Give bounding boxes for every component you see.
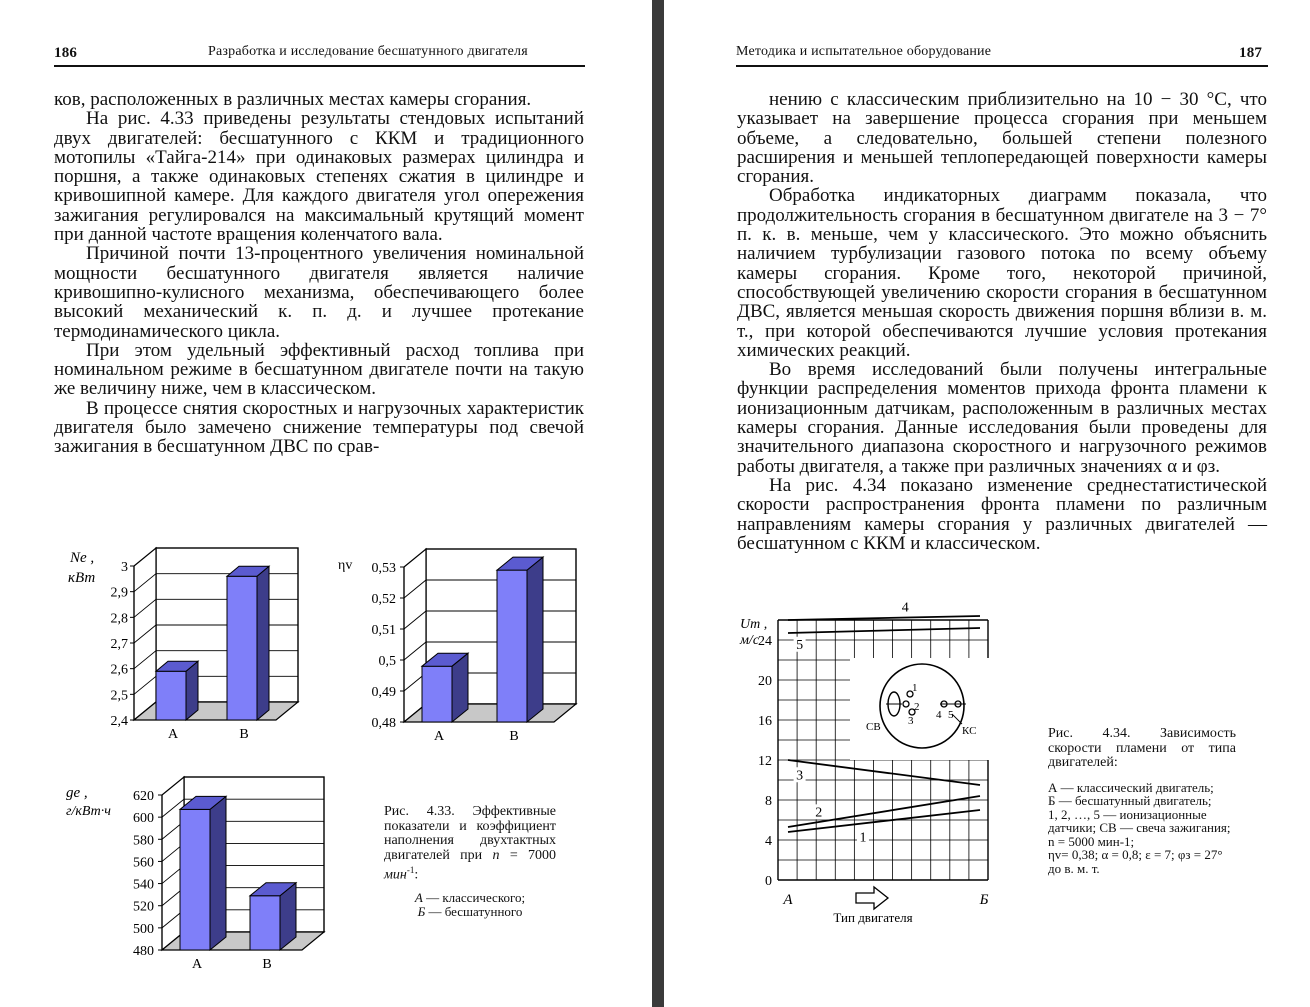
right-running-title: Методика и испытательное оборудование <box>736 44 992 59</box>
arrow-right-icon <box>856 887 888 909</box>
y-tick-label: 0,53 <box>371 561 396 576</box>
chart-flame-speed <box>734 600 1034 927</box>
x-tick-label: A <box>191 957 203 972</box>
y-tick-label: 2,4 <box>110 714 128 729</box>
y-tick-label: 600 <box>133 811 154 827</box>
left-body-text <box>54 90 584 457</box>
chart-fuel-consumption <box>60 775 330 975</box>
series-line-5 <box>788 628 980 633</box>
y-axis-symbol: Um , <box>740 617 768 632</box>
right-body-text <box>737 90 1267 553</box>
inset-background <box>850 658 994 760</box>
spark-plug-label: СВ <box>866 721 881 733</box>
series-label-2: 2 <box>815 805 823 821</box>
y-tick-label: 16 <box>758 714 772 729</box>
x-tick-label: Б <box>979 892 989 908</box>
x-tick-label: A <box>167 727 179 742</box>
bar-front-A <box>156 671 186 720</box>
book-gutter <box>652 0 664 1007</box>
x-axis-label: Тип двигателя <box>833 910 913 925</box>
left-paragraph-3: Причиной почти 13-процентного увеличения номинальной мощности бесшатунного двигателя является наличие кривошипно-кулисного механизма, обеспечивающего более высокий механический к. п. д. и лучшее протекание термодинамического цикла. <box>54 243 584 342</box>
y-tick-label: 2,8 <box>110 611 128 627</box>
sensor-label-3: 3 <box>908 715 914 727</box>
bar-front-B <box>250 896 280 950</box>
caption-4-34-title: Рис. 4.34. Зависимость скорости пламени от типа двигателей: <box>1048 726 1236 770</box>
legend-b-text: — бесшатунного <box>428 903 523 919</box>
right-paragraph-2: Обработка индикаторных диаграмм показала, что продолжительность сгорания в бесшатунном двигателе на 3 − 7° п. к. в. меньше, чем у классического. Это можно объяснить наличием турбулизации газового потока по всему объему камеры сгорания. Кроме того, некоторой причиной, способствующей увеличению скорости сгорания в бесшатунном ДВС, является меньшая скорость движения поршня вблизи в. м. т., при которой обеспечиваются лучшие условия протекания химических реакций. <box>737 185 1267 361</box>
crank-chamber-label: КС <box>962 725 977 737</box>
y-tick-label: 520 <box>133 899 154 915</box>
left-paragraph-2: На рис. 4.33 приведены результаты стендовых испытаний двух двигателей: бесшатунного с ККМ и традиционного мотопилы «Тайга-214» при одинаковых размерах цилиндра и поршня, а также одинаковых степенях сжатия в цилиндре и кривошипной камере. Для каждого двигателя угол опережения зажигания регулировался на максимальный крутящий момент при данной частоте вращения коленчатого вала. <box>54 108 584 246</box>
right-head-rule <box>736 65 1268 67</box>
y-tick-label: 8 <box>765 794 772 809</box>
bar-front-B <box>497 570 527 722</box>
caption-4-33-n-exp: -1 <box>406 865 415 875</box>
caption-4-34-line-4: ηv= 0,38; α = 0,8; ε = 7; φз = 27° до в. м. т. <box>1048 847 1223 876</box>
left-paragraph-4: При этом удельный эффективный расход топлива при номинальном режиме в бесшатунном двигателе почти на такую же величину ниже, чем в классическом. <box>54 339 584 400</box>
y-tick-label: 0 <box>765 874 772 889</box>
y-tick-label: 2,9 <box>110 585 128 601</box>
series-label-4: 4 <box>901 600 909 616</box>
legend-b-letter: Б <box>417 903 426 919</box>
caption-4-34-legend <box>1048 781 1236 876</box>
y-tick-label: 560 <box>133 855 154 871</box>
y-tick-label: 3 <box>121 560 128 575</box>
x-tick-label: B <box>262 957 272 972</box>
right-paragraph-4: На рис. 4.34 показано изменение среднестатистической скорости распространения фронта пламени по различным направлениям камеры сгорания у различных двигателей — бесшатунном с ККМ и классическом. <box>737 474 1267 554</box>
caption-4-34-line-3: 1, 2, …, 5 — ионизационные датчики; СВ — свеча зажигания; n = 5000 мин-1; <box>1048 806 1231 849</box>
y-tick-label: 540 <box>133 877 154 893</box>
bar-side-A <box>210 796 226 950</box>
figure-4-33-caption <box>384 805 556 918</box>
y-tick-label: 620 <box>133 789 154 804</box>
y-tick-label: 0,51 <box>371 623 396 638</box>
y-tick-label: 2,5 <box>110 688 128 704</box>
ionization-sensor-2 <box>903 701 909 707</box>
sensor-label-1: 1 <box>912 682 918 694</box>
x-tick-label: B <box>239 727 249 742</box>
series-label-3: 3 <box>796 768 804 784</box>
y-tick-label: 2,7 <box>110 637 128 652</box>
y-tick-label: 2,6 <box>110 662 128 678</box>
caption-4-34-line-1: А — классический двигатель; <box>1048 779 1214 795</box>
series-label-1: 1 <box>859 830 867 846</box>
y-axis-unit: г/кВт·ч <box>66 804 111 819</box>
sensor-label-2: 2 <box>914 701 920 713</box>
bar-side-B <box>257 566 269 720</box>
bar-front-A <box>422 666 452 722</box>
caption-4-33-title: Рис. 4.33. Эффективные показатели и коэффициент наполнения двухтактных двигателей при <box>384 804 556 863</box>
y-tick-label: 480 <box>133 944 154 959</box>
y-axis-symbol: Ne , <box>70 550 95 566</box>
y-axis-unit: м/с <box>740 633 760 648</box>
caption-4-33-legend-a <box>384 891 556 905</box>
caption-4-33-legend <box>384 891 556 918</box>
bar-side-B <box>527 557 543 722</box>
left-page <box>0 0 652 1007</box>
caption-4-33-n-symbol: n <box>492 847 500 863</box>
chart-power-ne <box>60 540 310 745</box>
left-page-number: 186 <box>54 45 78 61</box>
right-page-number: 187 <box>1239 45 1263 61</box>
left-paragraph-5: В процессе снятия скоростных и нагрузочных характеристик двигателя было замечено снижение температуры под свечой зажигания в бесшатунном ДВС по срав- <box>54 397 584 458</box>
y-tick-label: 4 <box>765 834 772 849</box>
y-tick-label: 0,49 <box>371 685 396 700</box>
caption-4-33-n-unit: мин <box>384 867 407 883</box>
left-paragraph-1: ков, расположенных в различных местах камеры сгорания. <box>54 89 532 110</box>
right-page <box>664 0 1310 1007</box>
y-axis-symbol: ge , <box>66 785 88 801</box>
caption-4-33-n-value: = 7000 <box>509 847 557 863</box>
bar-front-B <box>227 576 257 720</box>
caption-4-34-line-2: Б — бесшатунный двигатель; <box>1048 793 1212 808</box>
y-tick-label: 24 <box>758 634 772 649</box>
chart-volumetric-efficiency <box>330 545 580 745</box>
y-tick-label: 12 <box>758 754 772 769</box>
y-tick-label: 500 <box>133 921 154 937</box>
y-tick-label: 0,48 <box>371 716 396 731</box>
left-running-title: Разработка и исследование бесшатунного двигателя <box>208 44 528 59</box>
right-paragraph-3: Во время исследований были получены интегральные функции распределения моментов прихода фронта пламени к ионизационным датчикам, расположенным в различных местах камеры сгорания. Данные исследования были проведены для значительного диапазона скоростного и нагрузочного режимов работы двигателя, а также при различных значениях α и φз. <box>737 359 1267 477</box>
y-axis-unit: кВт <box>68 570 96 586</box>
sensor-label-4: 4 <box>936 709 942 721</box>
left-head-rule <box>54 65 585 67</box>
y-axis-symbol: ηv <box>338 558 353 573</box>
legend-a-letter: А <box>414 890 423 906</box>
series-line-3 <box>788 760 980 785</box>
legend-a-text: — классического; <box>426 890 526 906</box>
y-tick-label: 20 <box>758 674 772 689</box>
x-tick-label: A <box>433 729 445 744</box>
figure-4-34-caption <box>1048 727 1236 875</box>
bar-front-A <box>180 809 210 950</box>
caption-4-33-legend-b <box>384 905 556 919</box>
x-tick-label: B <box>509 729 519 744</box>
right-paragraph-1: нению с классическим приблизительно на 10 − 30 °C, что указывает на завершение процесса сгорания при меньшем объеме, а следовательно, большей степени полезного расширения и меньшей теплопередающей поверхности камеры сгорания. <box>737 89 1267 188</box>
y-tick-label: 580 <box>133 833 154 849</box>
series-label-5: 5 <box>796 637 804 653</box>
y-tick-label: 0,52 <box>371 592 396 607</box>
caption-4-33-n-tail: : <box>414 867 419 883</box>
x-tick-label: А <box>783 892 793 908</box>
y-tick-label: 0,5 <box>378 654 396 669</box>
sensor-label-5: 5 <box>948 709 954 721</box>
